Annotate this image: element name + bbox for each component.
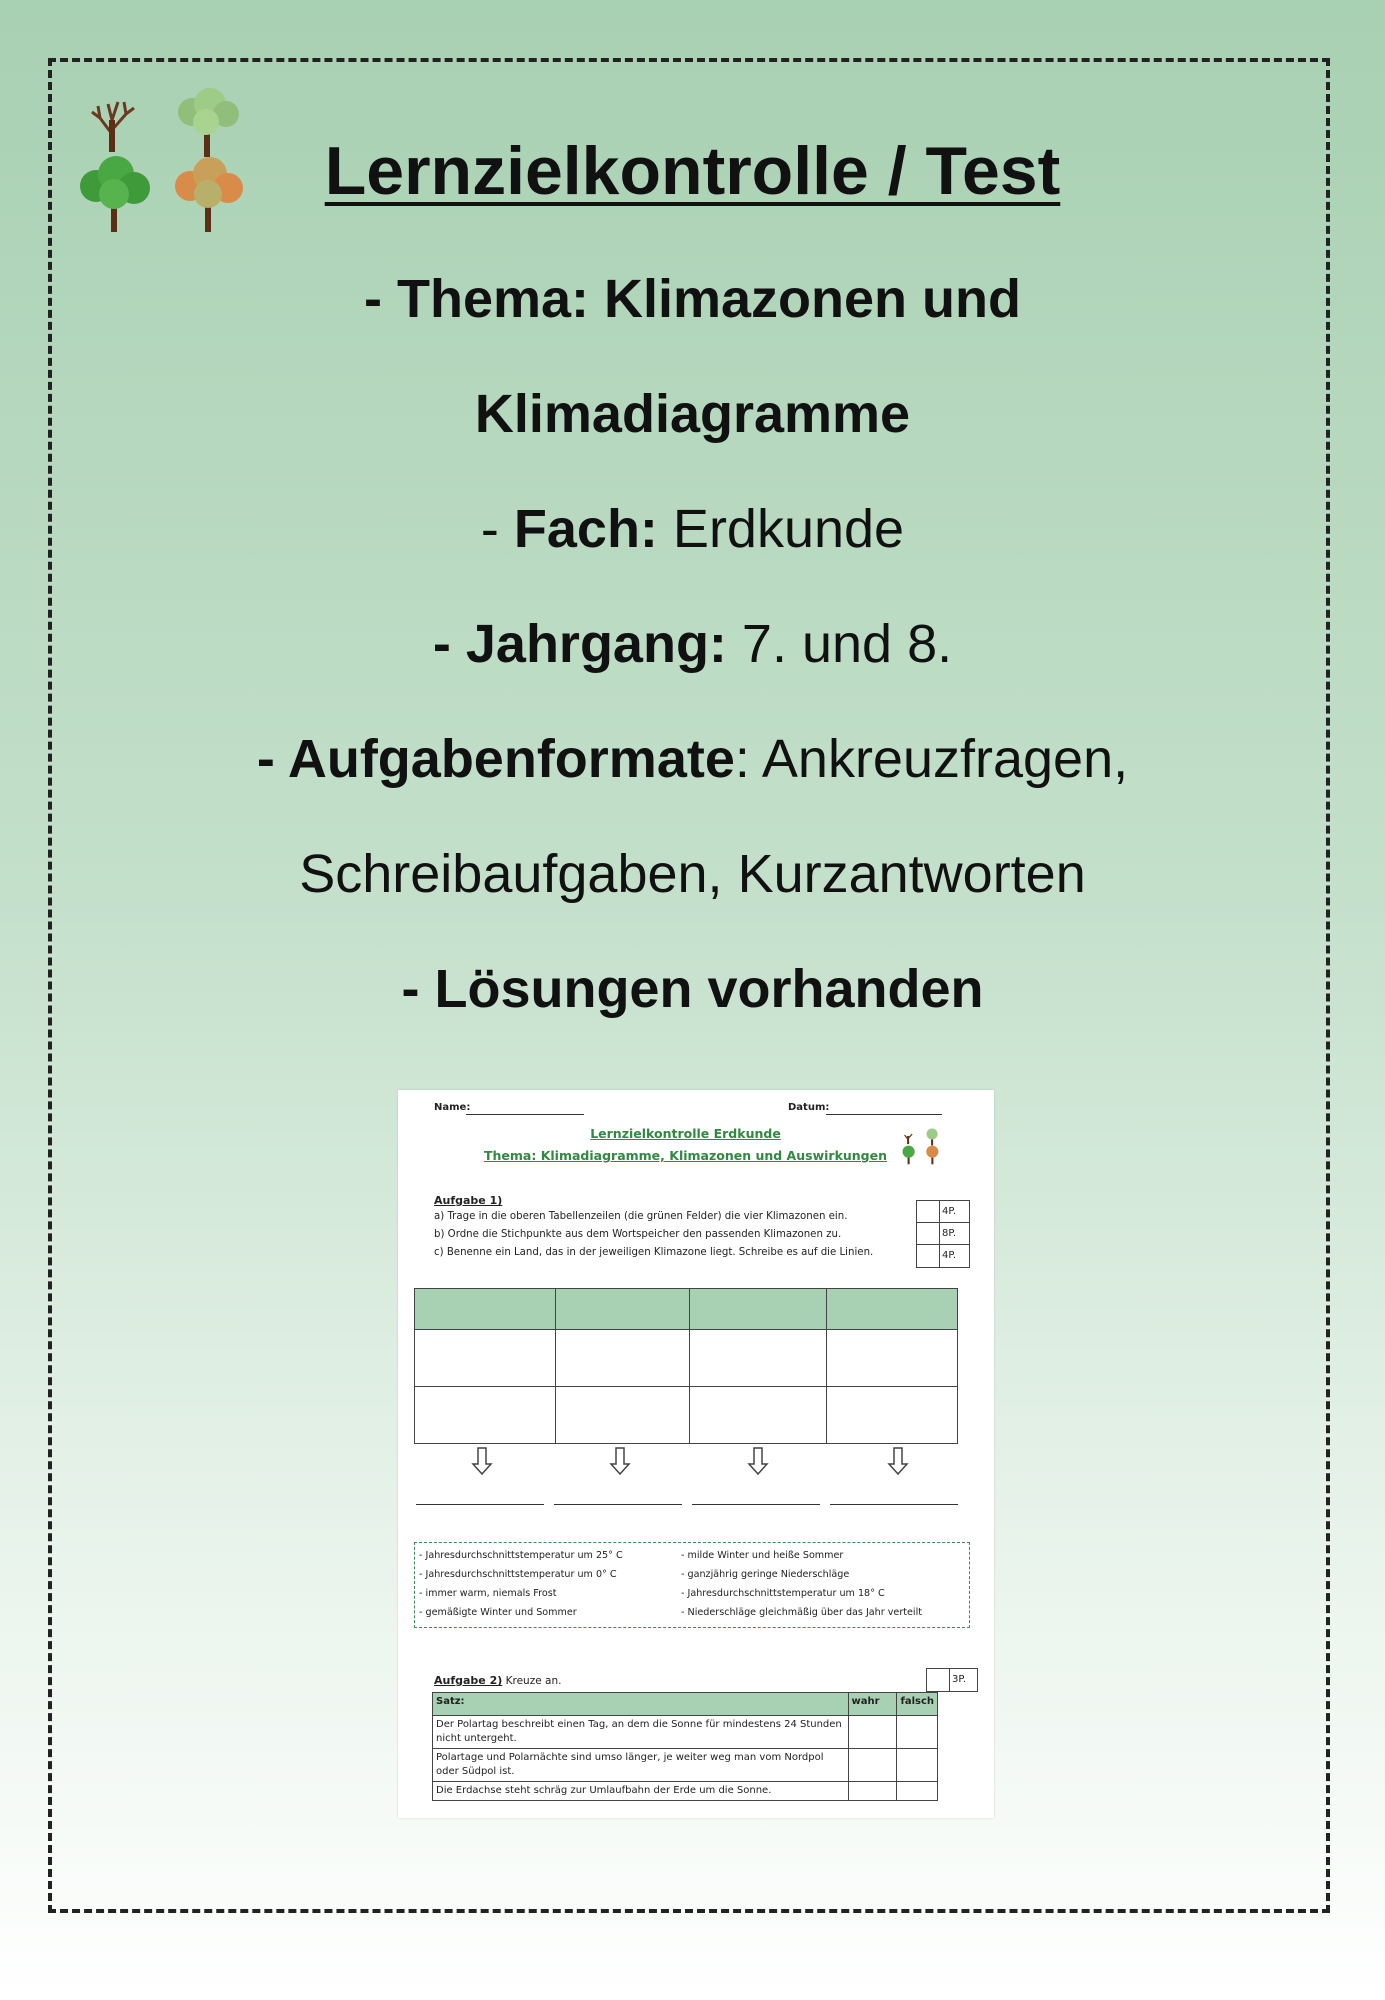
down-arrow-icon <box>470 1446 494 1476</box>
col-wahr: wahr <box>848 1693 897 1716</box>
points-aufgabe2: 3P. <box>952 1674 967 1685</box>
aufgabe2-instruction: Kreuze an. <box>502 1675 562 1687</box>
formate-value: : Ankreuzfragen, <box>734 729 1129 789</box>
worksheet-subheading: Thema: Klimadiagramme, Klimazonen und Auswirkungen <box>483 1148 888 1163</box>
fach-prefix: - <box>480 499 514 559</box>
wahr-cell[interactable] <box>848 1782 897 1801</box>
jahrgang-line <box>0 613 1385 675</box>
col-satz: Satz: <box>433 1693 849 1716</box>
aufgabe2-heading <box>434 1674 561 1687</box>
answer-line <box>692 1504 820 1505</box>
aufgabe1-b: b) Ordne die Stichpunkte aus dem Wortspeicher den passenden Klimazonen zu. <box>434 1229 842 1240</box>
wort-item: - Jahresdurchschnittstemperatur um 18° C <box>681 1588 885 1599</box>
worksheet-heading: Lernzielkontrolle Erdkunde <box>590 1126 781 1141</box>
wort-item: - immer warm, niemals Frost <box>419 1588 557 1599</box>
klimazonen-table <box>414 1288 958 1444</box>
page-title: Lernzielkontrolle / Test <box>324 133 1061 209</box>
falsch-cell[interactable] <box>897 1716 938 1749</box>
worksheet-preview <box>398 1090 994 1818</box>
aufgabe1-c: c) Benenne ein Land, das in der jeweiligen Klimazone liegt. Schreibe es auf die Linien. <box>434 1247 874 1258</box>
jahrgang-label: - Jahrgang: <box>432 614 727 674</box>
small-trees-icon <box>898 1122 946 1170</box>
fach-line <box>0 498 1385 560</box>
thema-line-1: - Thema: Klimazonen und <box>363 269 1022 329</box>
aufgabe1-a: a) Trage in die oberen Tabellenzeilen (die grünen Felder) die vier Klimazonen ein. <box>434 1211 848 1222</box>
satz-row: Polartage und Polarnächte sind umso länger, je weiter weg man vom Nordpol oder Südpol ist. <box>433 1749 849 1782</box>
wort-item: - Niederschläge gleichmäßig über das Jahr verteilt <box>681 1607 923 1618</box>
name-label: Name: <box>434 1102 471 1113</box>
down-arrow-icon <box>886 1446 910 1476</box>
wahr-cell[interactable] <box>848 1716 897 1749</box>
satz-row: Der Polartag beschreibt einen Tag, an dem die Sonne für mindestens 24 Stunden nicht untergeht. <box>433 1716 849 1749</box>
jahrgang-value: 7. und 8. <box>726 614 953 674</box>
points-c: 4P. <box>942 1250 957 1261</box>
datum-label: Datum: <box>788 1102 830 1113</box>
wort-item: - gemäßigte Winter und Sommer <box>419 1607 577 1618</box>
wahr-cell[interactable] <box>848 1749 897 1782</box>
answer-line <box>830 1504 958 1505</box>
falsch-cell[interactable] <box>897 1782 938 1801</box>
wort-item: - ganzjährig geringe Niederschläge <box>681 1569 850 1580</box>
down-arrow-icon <box>608 1446 632 1476</box>
wortspeicher-box <box>414 1542 970 1628</box>
points-a: 4P. <box>942 1206 957 1217</box>
satz-row: Die Erdachse steht schräg zur Umlaufbahn der Erde um die Sonne. <box>433 1782 849 1801</box>
answer-line <box>416 1504 544 1505</box>
down-arrow-icon <box>746 1446 770 1476</box>
thema-line-2: Klimadiagramme <box>474 384 911 444</box>
aufgabe1-points <box>916 1200 970 1268</box>
formate-label: - Aufgabenformate <box>256 729 735 789</box>
falsch-cell[interactable] <box>897 1749 938 1782</box>
answer-line <box>554 1504 682 1505</box>
aufgabe2-label: Aufgabe 2) <box>434 1674 503 1687</box>
fach-value: Erdkunde <box>657 499 905 559</box>
aufgabe2-points <box>926 1668 978 1692</box>
wort-item: - Jahresdurchschnittstemperatur um 25° C <box>419 1550 623 1561</box>
points-b: 8P. <box>942 1228 957 1239</box>
name-line <box>466 1114 584 1115</box>
col-falsch: falsch <box>897 1693 938 1716</box>
datum-line <box>826 1114 942 1115</box>
wort-item: - Jahresdurchschnittstemperatur um 0° C <box>419 1569 617 1580</box>
wort-item: - milde Winter und heiße Sommer <box>681 1550 844 1561</box>
loesungen-line: - Lösungen vorhanden <box>401 959 984 1019</box>
fach-label: Fach: <box>513 499 658 559</box>
formate-line-2: Schreibaufgaben, Kurzantworten <box>299 844 1086 904</box>
aufgabe2-table <box>432 1692 938 1801</box>
formate-line <box>0 728 1385 790</box>
aufgabe1-label: Aufgabe 1) <box>434 1194 503 1207</box>
